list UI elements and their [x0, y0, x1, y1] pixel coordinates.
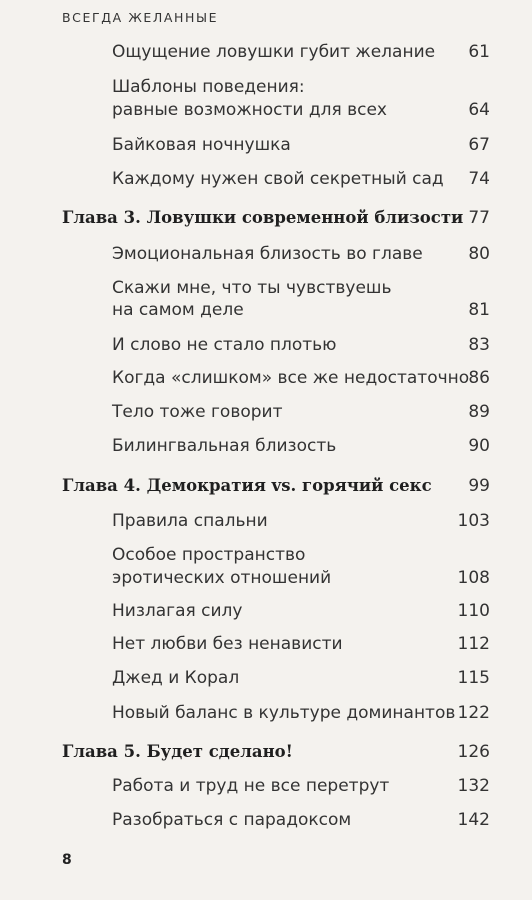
page-number: 81: [468, 300, 490, 320]
section-title: Байковая ночнушка: [112, 135, 291, 155]
page-number: 77: [468, 208, 490, 228]
page-number: 126: [457, 742, 490, 762]
page-number: 83: [468, 335, 490, 355]
page-number: 90: [468, 436, 490, 456]
page-number: 108: [457, 568, 490, 588]
section-title: на самом деле: [112, 300, 244, 320]
page-number: 61: [468, 42, 490, 62]
chapter-title: Глава 4. Демократия vs. горячий секс: [62, 476, 432, 495]
page-number: 132: [457, 776, 490, 796]
section-title: равные возможности для всех: [112, 100, 387, 120]
page-number: 86: [468, 368, 490, 388]
section-title: Каждому нужен свой секретный сад: [112, 169, 444, 189]
page-number: 64: [468, 100, 490, 120]
page-number: 142: [457, 810, 490, 830]
section-title: эротических отношений: [112, 568, 332, 588]
section-title: Джед и Корал: [112, 668, 240, 688]
chapter-title: Глава 3. Ловушки современной близости: [62, 208, 464, 227]
section-title: Скажи мне, что ты чувствуешь: [112, 278, 392, 298]
section-title: Особое пространство: [112, 545, 306, 565]
page-number: 122: [457, 703, 490, 723]
section-title: Билингвальная близость: [112, 436, 337, 456]
section-title: И слово не стало плотью: [112, 335, 337, 355]
section-title: Работа и труд не все перетрут: [112, 776, 390, 796]
section-title: Шаблоны поведения:: [112, 77, 305, 97]
running-head: ВСЕГДА ЖЕЛАННЫЕ: [62, 10, 219, 25]
section-title: Разобраться с парадоксом: [112, 810, 352, 830]
section-title: Эмоциональная близость во главе: [112, 244, 423, 264]
page-number: 115: [457, 668, 490, 688]
page-number: 67: [468, 135, 490, 155]
chapter-title: Глава 5. Будет сделано!: [62, 742, 293, 761]
page-number: 103: [457, 511, 490, 531]
page-number: 112: [457, 634, 490, 654]
page-number-folio: 8: [62, 852, 72, 868]
section-title: Нет любви без ненависти: [112, 634, 343, 654]
page-number: 74: [468, 169, 490, 189]
page-number: 80: [468, 244, 490, 264]
section-title: Правила спальни: [112, 511, 268, 531]
section-title: Новый баланс в культуре доминантов: [112, 703, 456, 723]
section-title: Когда «слишком» все же недостаточно: [112, 368, 470, 388]
page-number: 89: [468, 402, 490, 422]
page-number: 110: [457, 601, 490, 621]
section-title: Тело тоже говорит: [112, 402, 283, 422]
page-number: 99: [468, 476, 490, 496]
section-title: Ощущение ловушки губит желание: [112, 42, 436, 62]
section-title: Низлагая силу: [112, 601, 243, 621]
